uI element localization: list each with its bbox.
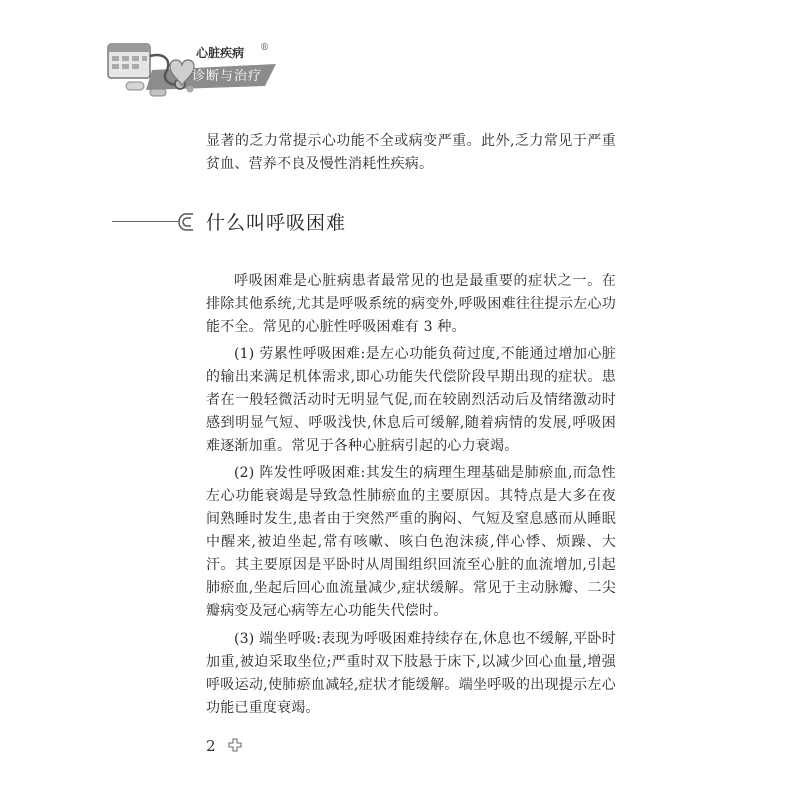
paragraph-paroxysmal-dyspnea: (2) 阵发性呼吸困难:其发生的病理生理基础是肺瘀血,而急性左心功能衰竭是导致急性肺瘀血的主要原因。其特点是大多在夜间熟睡时发生,患者由于突然严重的胸闷、气短及窒息感而从睡眠中醒来,被迫坐起,常有咳嗽、咳白色泡沫痰,伴心悸、烦躁、大汗。其主要原因是平卧时从周围组织回流至心脏的血流增加,引起肺瘀血,坐起后回心血流量减少,症状缓解。常见于主动脉瓣、二尖瓣病变及冠心病等左心功能失代偿时。 [206,465,616,619]
footer-cross-icon [228,738,242,752]
section-heading [112,207,632,237]
page-number: 2 [206,737,216,755]
header-book-subtitle: 诊断与治疗 [192,69,263,84]
page-footer [206,736,216,755]
section-title: 什么叫呼吸困难 [206,212,347,234]
book-header [100,34,290,100]
header-book-title: 心脏疾病 [196,46,245,60]
heading-rule [112,221,178,222]
paragraph-orthopnea: (3) 端坐呼吸:表现为呼吸困难持续存在,休息也不缓解,平卧时加重,被迫采取坐位;严重时双下肢悬于床下,以减少回心血量,增强呼吸运动,使肺瘀血减轻,症状才能缓解。端坐呼吸的出现提示左心功能已重度衰竭。 [206,631,616,716]
paragraph-exertional-dyspnea: (1) 劳累性呼吸困难:是左心功能负荷过度,不能通过增加心脏的输出来满足机体需求,即心功能失代偿阶段早期出现的症状。患者在一般轻微活动时无明显气促,而在较剧烈活动后及情绪激动时感到明显气短、呼吸浅快,休息后可缓解,随着病情的发展,呼吸困难逐渐加重。常见于各种心脏病引起的心力衰竭。 [206,346,616,454]
registered-mark: ® [260,43,269,53]
heading-bracket-icon [178,211,200,233]
paragraph-fatigue-continued: 显著的乏力常提示心功能不全或病变严重。此外,乏力常见于严重贫血、营养不良及慢性消耗性疾病。 [206,133,616,172]
paragraph-dyspnea-intro: 呼吸困难是心脏病患者最常见的也是最重要的症状之一。在排除其他系统,尤其是呼吸系统的病变外,呼吸困难往往提示左心功能不全。常见的心脏性呼吸困难有 3 种。 [206,273,616,335]
